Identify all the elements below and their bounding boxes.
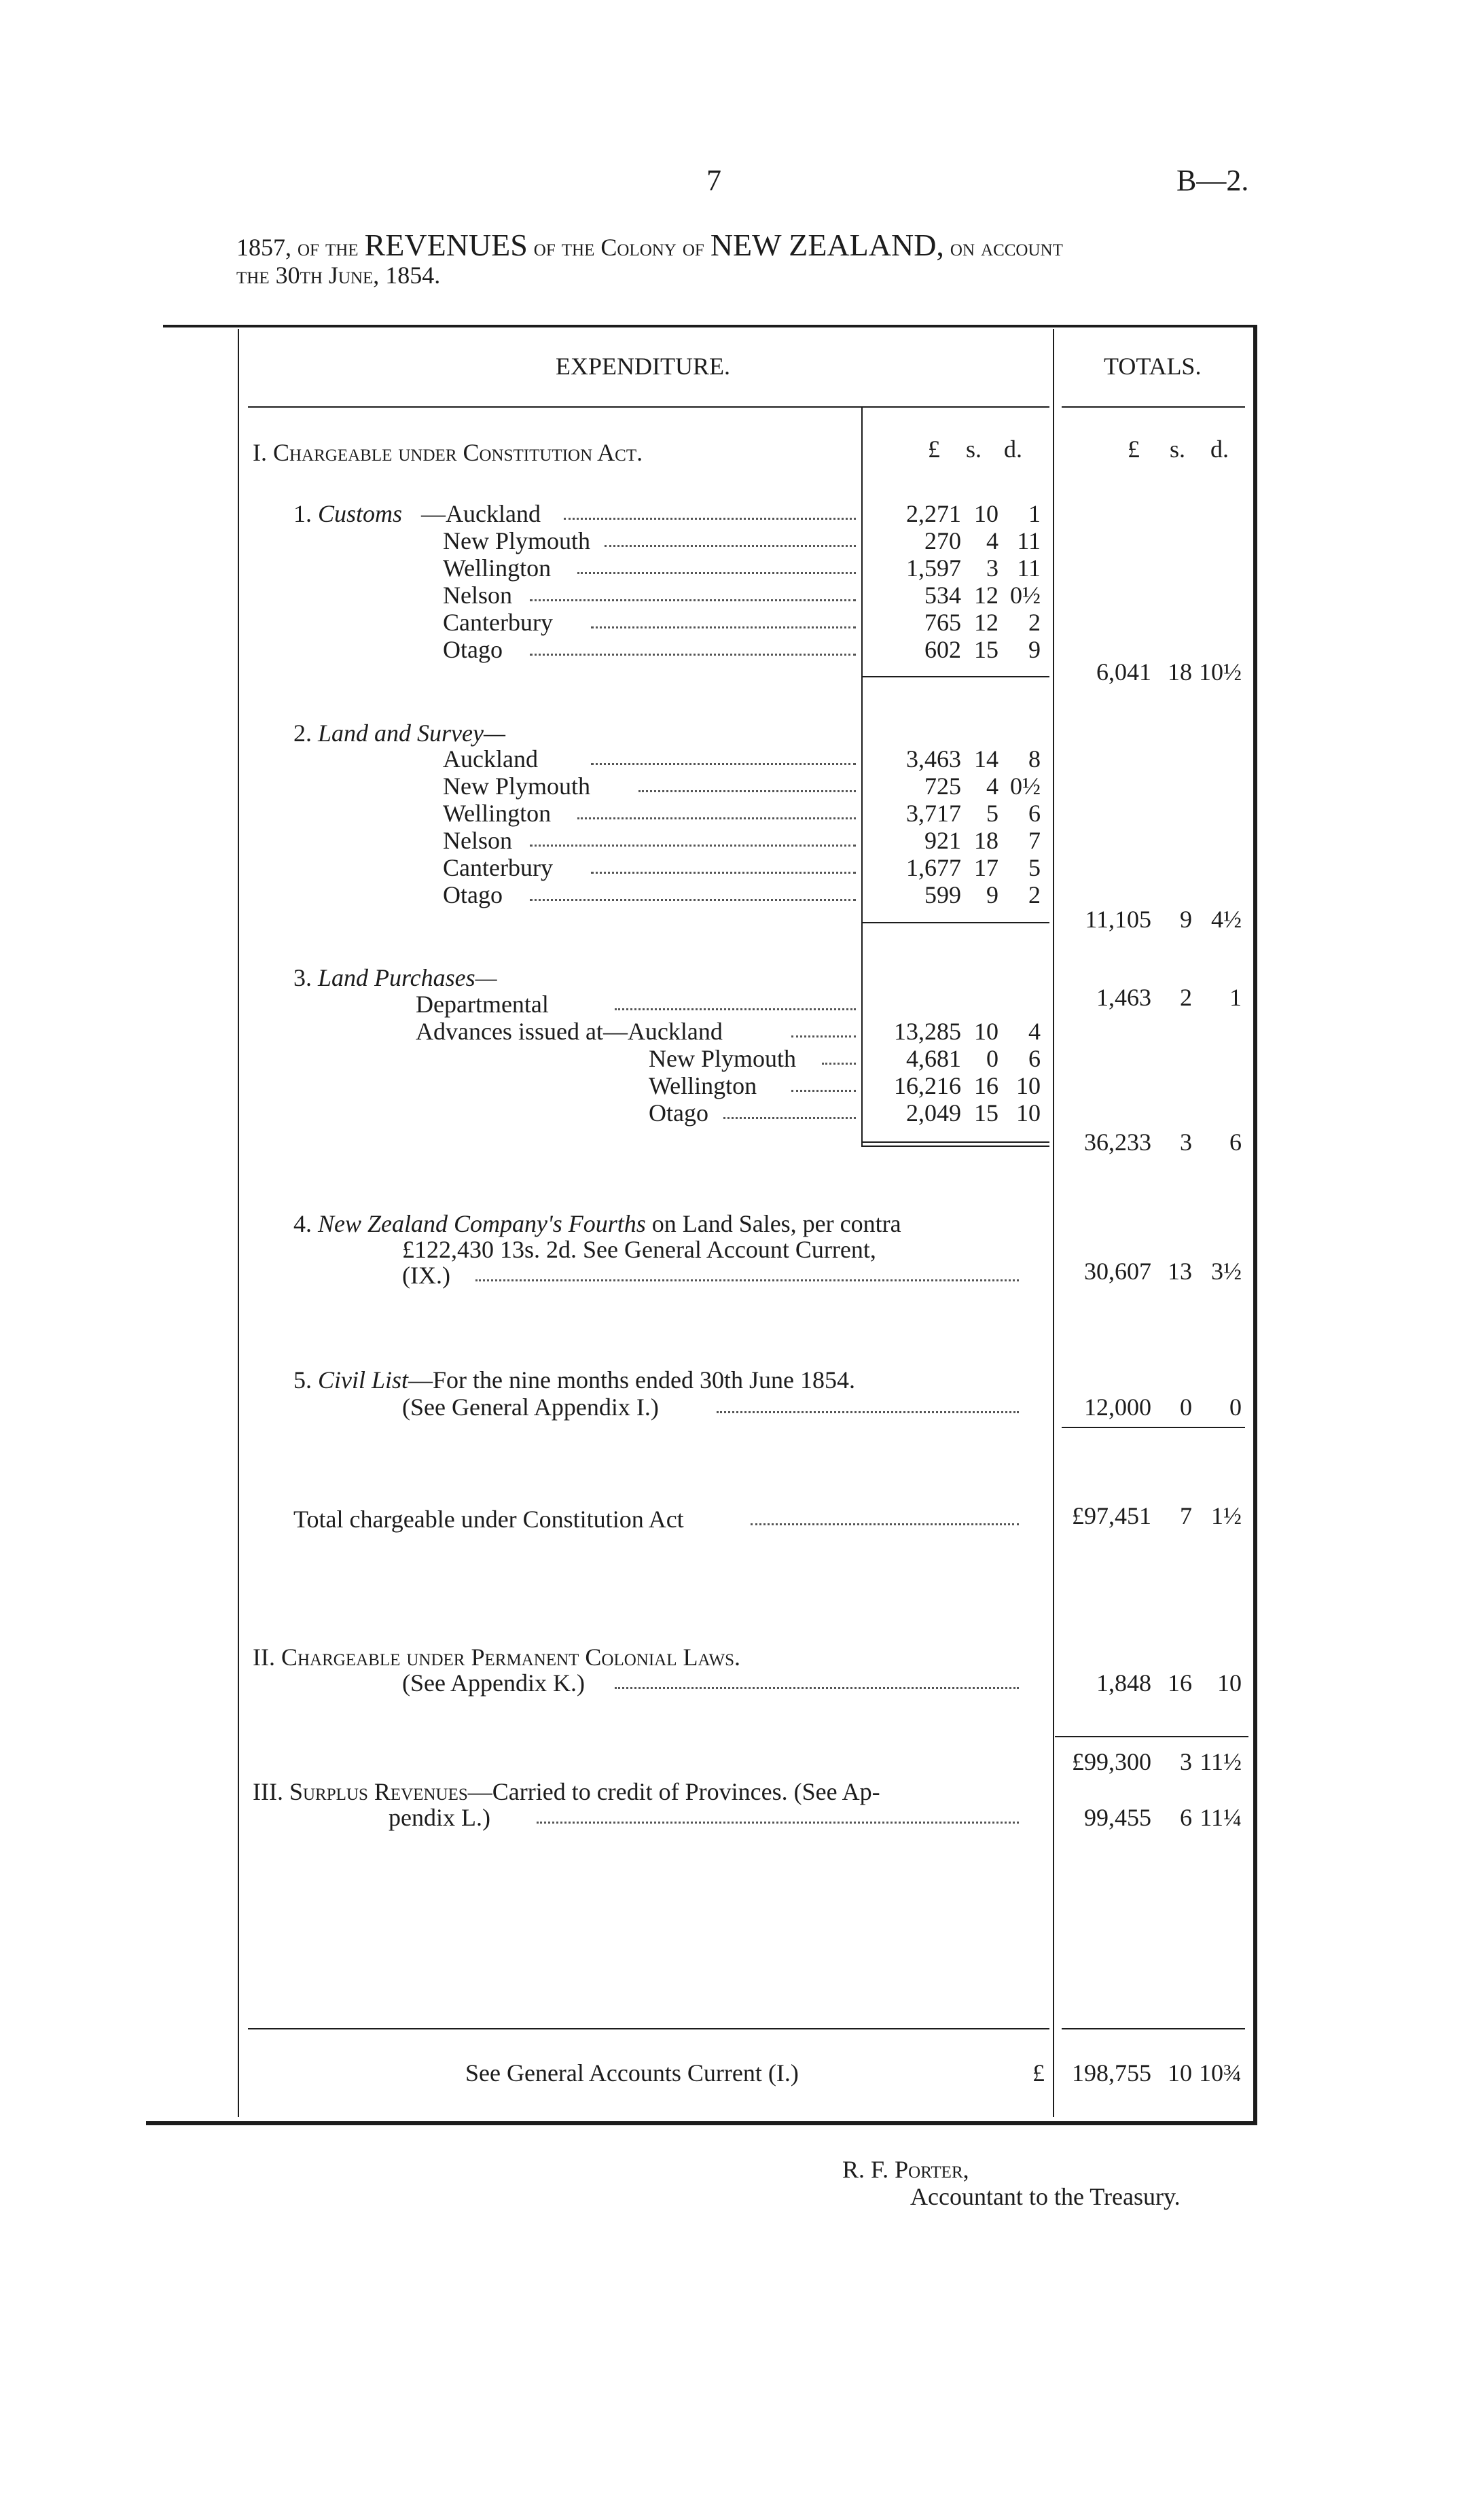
leader-dots (615, 1687, 1019, 1689)
amount-pounds: 1,677 (906, 854, 961, 881)
amount-pounds: 4,681 (906, 1045, 961, 1072)
total-shillings: 0 (1180, 1394, 1192, 1421)
total-shillings: 3 (1180, 1129, 1192, 1156)
amount-pounds: 2,049 (906, 1099, 961, 1126)
total-shillings: 9 (1180, 906, 1192, 933)
signature-role: Accountant to the Treasury. (910, 2183, 1181, 2210)
total-shillings: 16 (1168, 1669, 1192, 1697)
table-top-rule (163, 325, 1257, 327)
subcolumn-divider (861, 406, 863, 1147)
amount-shillings: 10 (974, 1018, 998, 1045)
customs-row: New Plymouth (443, 527, 591, 554)
subtotal-rule (1062, 1427, 1245, 1428)
total-pence: 11¼ (1200, 1804, 1242, 1831)
total-pounds: 99,455 (1084, 1804, 1151, 1831)
amount-shillings: 12 (974, 609, 998, 636)
amount-pence: 11 (1017, 554, 1041, 582)
total-pence: 0 (1229, 1394, 1242, 1421)
amount-shillings: 9 (986, 881, 998, 908)
subtotal-rule (863, 676, 1049, 677)
amount-pence: 5 (1028, 854, 1041, 881)
amount-pounds: 921 (924, 827, 961, 854)
customs-row: Wellington (443, 554, 552, 582)
total-pence: 6 (1229, 1129, 1242, 1156)
totals-header: TOTALS. (1104, 353, 1202, 380)
leader-dots (530, 654, 856, 656)
amount-pence: 8 (1028, 745, 1041, 773)
amount-pence: 0½ (1010, 582, 1041, 609)
total-pounds: 1,848 (1096, 1669, 1151, 1697)
total-pence: 1½ (1211, 1502, 1242, 1529)
leader-dots (717, 1411, 1019, 1413)
shilling-header: s. (966, 436, 982, 463)
title-line-1: 1857, of the REVENUES of the Colony of NEW ZEALAND, on account (236, 228, 1063, 262)
total-pence-header: d. (1210, 436, 1229, 463)
grand-total-pence: 10¾ (1199, 2059, 1242, 2087)
customs-label: 1. Customs (293, 500, 403, 527)
advances-label: Advances issued at—Auckland (416, 1018, 723, 1045)
land-survey-row: Auckland (443, 745, 538, 773)
subtotal-shillings: 3 (1180, 1748, 1192, 1775)
subtotal-rule (863, 1146, 1049, 1147)
page-number: 7 (706, 164, 721, 197)
leader-dots (577, 817, 856, 819)
section-2-heading: II. Chargeable under Permanent Colonial Laws. (253, 1644, 741, 1671)
leader-dots (577, 572, 856, 574)
grand-total-pounds: 198,755 (1072, 2059, 1151, 2087)
amount-shillings: 16 (974, 1072, 998, 1099)
total-pence: 4½ (1211, 906, 1242, 933)
amount-pence: 2 (1028, 609, 1041, 636)
subtotal-rule (863, 922, 1049, 923)
expenditure-header: EXPENDITURE. (556, 353, 730, 380)
land-survey-label: 2. Land and Survey— (293, 720, 505, 747)
land-survey-row: New Plymouth (443, 773, 591, 800)
leader-dots (530, 899, 856, 901)
amount-shillings: 18 (974, 827, 998, 854)
total-pounds: 36,233 (1084, 1129, 1151, 1156)
leader-dots (530, 599, 856, 601)
amount-pounds: 2,271 (906, 500, 961, 527)
amount-shillings: 4 (986, 773, 998, 800)
leader-dots (723, 1117, 856, 1119)
nzc-line-2: £122,430 13s. 2d. See General Account Current, (402, 1236, 876, 1263)
grand-total-pound-sign: £ (1032, 2059, 1045, 2087)
total-pound-header: £ (1128, 436, 1140, 463)
grand-total-rule-left (248, 2028, 1049, 2029)
amount-shillings: 14 (974, 745, 998, 773)
nzc-line-1: 4. New Zealand Company's Fourths on Land Sales, per contra (293, 1210, 901, 1237)
amount-pence: 1 (1028, 500, 1041, 527)
total-pence: 10½ (1199, 658, 1242, 686)
advances-row: Otago (649, 1099, 708, 1126)
total-pounds: £97,451 (1072, 1502, 1151, 1529)
subtotal-pounds: £99,300 (1072, 1748, 1151, 1775)
leader-dots (591, 872, 856, 874)
land-survey-row: Nelson (443, 827, 512, 854)
total-pence: 1 (1229, 984, 1242, 1011)
leader-dots (591, 626, 856, 628)
amount-pence: 6 (1028, 800, 1041, 827)
section-1-heading: I. Chargeable under Constitution Act. (253, 439, 643, 466)
amount-shillings: 3 (986, 554, 998, 582)
amount-pence: 7 (1028, 827, 1041, 854)
amount-pence: 10 (1016, 1072, 1041, 1099)
total-pence: 3½ (1211, 1258, 1242, 1285)
land-survey-row: Wellington (443, 800, 552, 827)
leader-dots (591, 763, 856, 765)
amount-shillings: 4 (986, 527, 998, 554)
total-shilling-header: s. (1170, 436, 1186, 463)
title-line-2: the 30th June, 1854. (236, 262, 441, 289)
subtotal-rule (863, 1141, 1049, 1143)
table-bottom-rule (146, 2121, 1257, 2125)
total-shillings: 2 (1180, 984, 1192, 1011)
leader-dots (475, 1279, 1019, 1281)
amount-pence: 9 (1028, 636, 1041, 663)
customs-row: Nelson (443, 582, 512, 609)
amount-pounds: 16,216 (894, 1072, 961, 1099)
customs-row: Canterbury (443, 609, 553, 636)
leader-dots (537, 1822, 1019, 1824)
amount-shillings: 15 (974, 636, 998, 663)
grand-total-rule-right (1062, 2028, 1245, 2029)
leader-dots (751, 1523, 1019, 1525)
land-survey-row: Canterbury (443, 854, 553, 881)
left-border (238, 329, 239, 2117)
customs-row: —Auckland (421, 500, 541, 527)
amount-shillings: 10 (974, 500, 998, 527)
section-2-subline: (See Appendix K.) (402, 1669, 585, 1697)
grand-total-label: See General Accounts Current (I.) (465, 2059, 799, 2087)
amount-pounds: 270 (924, 527, 961, 554)
header-rule-right (1062, 406, 1245, 408)
total-shillings: 6 (1180, 1804, 1192, 1831)
section-3-subline: pendix L.) (389, 1804, 490, 1831)
leader-dots (791, 1090, 856, 1092)
customs-row: Otago (443, 636, 503, 663)
amount-pence: 2 (1028, 881, 1041, 908)
grand-total-shillings: 10 (1168, 2059, 1192, 2087)
amount-shillings: 0 (986, 1045, 998, 1072)
leader-dots (530, 845, 856, 847)
section-3-heading: III. Surplus Revenues—Carried to credit of Provinces. (See Ap- (253, 1778, 880, 1805)
page-reference: B—2. (1176, 164, 1249, 197)
total-shillings: 7 (1180, 1502, 1192, 1529)
amount-pounds: 725 (924, 773, 961, 800)
amount-pounds: 3,463 (906, 745, 961, 773)
header-rule-left (248, 406, 1049, 408)
total-pence: 10 (1217, 1669, 1242, 1697)
total-pounds: 6,041 (1096, 658, 1151, 686)
departmental-label: Departmental (416, 991, 549, 1018)
amount-pence: 10 (1016, 1099, 1041, 1126)
amount-pence: 11 (1017, 527, 1041, 554)
leader-dots (822, 1063, 856, 1065)
total-pounds: 11,105 (1085, 906, 1151, 933)
leader-dots (791, 1035, 856, 1037)
leader-dots (615, 1008, 856, 1010)
leader-dots (605, 545, 856, 547)
advances-row: New Plymouth (649, 1045, 797, 1072)
amount-shillings: 12 (974, 582, 998, 609)
leader-dots (564, 518, 856, 520)
subtotal-pence: 11½ (1200, 1748, 1242, 1775)
amount-shillings: 15 (974, 1099, 998, 1126)
amount-pounds: 602 (924, 636, 961, 663)
amount-pence: 4 (1028, 1018, 1041, 1045)
nzc-line-3: (IX.) (402, 1262, 450, 1289)
amount-pounds: 765 (924, 609, 961, 636)
land-purchases-label: 3. Land Purchases— (293, 964, 497, 991)
column-divider (1053, 329, 1054, 2117)
amount-pounds: 3,717 (906, 800, 961, 827)
amount-shillings: 17 (974, 854, 998, 881)
amount-pence: 0½ (1010, 773, 1041, 800)
amount-pence: 6 (1028, 1045, 1041, 1072)
civil-list-line-2: (See General Appendix I.) (402, 1394, 659, 1421)
amount-pounds: 13,285 (894, 1018, 961, 1045)
signature-name: R. F. Porter, (842, 2156, 969, 2183)
pence-header: d. (1004, 436, 1022, 463)
subtotal-rule (1055, 1736, 1248, 1737)
pound-header: £ (928, 436, 940, 463)
total-pounds: 1,463 (1096, 984, 1151, 1011)
total-shillings: 13 (1168, 1258, 1192, 1285)
amount-shillings: 5 (986, 800, 998, 827)
leader-dots (638, 790, 856, 792)
advances-row: Wellington (649, 1072, 757, 1099)
amount-pounds: 599 (924, 881, 961, 908)
civil-list-line-1: 5. Civil List—For the nine months ended 30th June 1854. (293, 1366, 855, 1394)
amount-pounds: 534 (924, 582, 961, 609)
land-survey-row: Otago (443, 881, 503, 908)
right-border (1253, 325, 1257, 2125)
amount-pounds: 1,597 (906, 554, 961, 582)
total-pounds: 30,607 (1084, 1258, 1151, 1285)
total-shillings: 18 (1168, 658, 1192, 686)
total-chargeable-label: Total chargeable under Constitution Act (293, 1506, 684, 1533)
total-pounds: 12,000 (1084, 1394, 1151, 1421)
